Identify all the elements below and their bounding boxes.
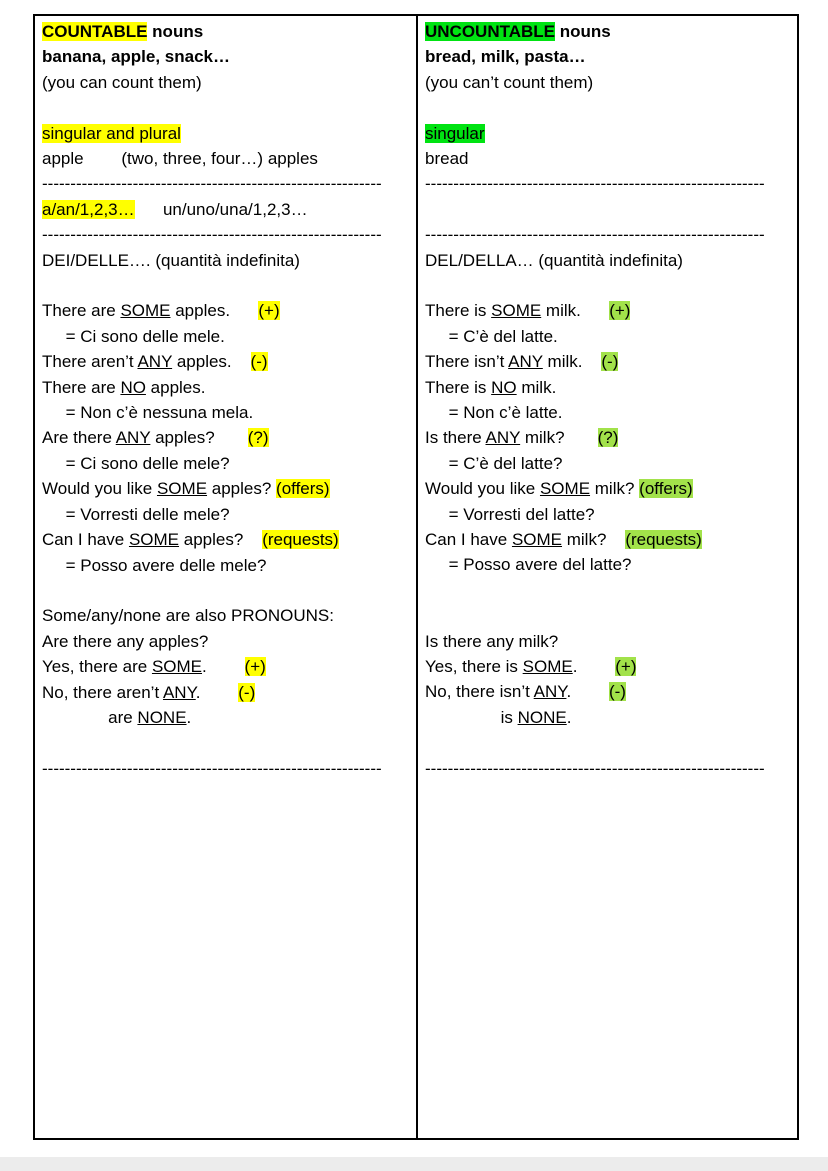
text-segment: SOME (511, 530, 563, 550)
text-segment: milk? (590, 479, 640, 499)
text-segment: (you can count them) (42, 72, 202, 92)
blank-line (425, 730, 790, 755)
text-segment: DEL/DELLA… (quantità indefinita) (425, 250, 683, 270)
text-segment: apples? (179, 530, 263, 550)
text-segment: Are there (42, 428, 116, 448)
text-line (42, 756, 409, 781)
text-line (42, 400, 409, 425)
text-line (425, 451, 790, 476)
text-segment: SOME (120, 301, 171, 321)
text-segment: DEI/DELLE…. (quantità indefinita) (42, 250, 300, 270)
text-line (425, 425, 790, 450)
text-segment: ------------------------------------------------------------ (425, 225, 765, 245)
text-line (42, 121, 409, 146)
text-segment: apples. (172, 352, 251, 372)
text-segment: ANY (485, 428, 521, 448)
text-segment: milk. (542, 352, 602, 372)
text-segment: . (572, 657, 616, 677)
text-segment: No, there isn’t (425, 682, 534, 702)
text-line (42, 476, 409, 501)
text-line (42, 324, 409, 349)
highlighted-text: (-) (601, 352, 619, 372)
text-line (425, 654, 790, 679)
text-segment: (you can’t count them) (425, 72, 594, 92)
text-segment: = Posso avere delle mele? (42, 555, 267, 575)
text-segment: = C’è del latte. (425, 326, 558, 346)
text-line (425, 552, 790, 577)
text-line (42, 70, 409, 95)
highlighted-text: singular (425, 123, 485, 143)
text-line (42, 349, 409, 374)
text-line (425, 476, 790, 501)
worksheet-table (33, 14, 799, 1140)
text-line (425, 70, 790, 95)
highlighted-text: (requests) (625, 530, 702, 550)
highlighted-text: (?) (597, 428, 619, 448)
text-segment: ANY (115, 428, 151, 448)
text-line (42, 375, 409, 400)
blank-line (42, 95, 409, 120)
text-segment: NONE (517, 707, 567, 727)
text-segment: ------------------------------------------------------------ (425, 174, 765, 194)
text-segment: = Non c’è latte. (425, 403, 563, 423)
text-segment: ANY (162, 682, 196, 702)
text-line (42, 705, 409, 730)
text-segment: ------------------------------------------------------------ (425, 758, 765, 778)
text-segment: SOME (539, 479, 591, 499)
text-line (425, 146, 790, 171)
text-segment: nouns (555, 22, 611, 41)
text-segment: milk. (516, 377, 557, 397)
highlighted-text: (offers) (276, 479, 330, 499)
text-segment: = Ci sono delle mele? (42, 453, 230, 473)
text-segment: bread, milk, pasta… (425, 47, 586, 67)
text-segment: NO (491, 377, 517, 397)
text-segment: un/uno/una/1,2,3… (134, 199, 308, 219)
text-segment: There isn’t (425, 352, 509, 372)
text-line (42, 298, 409, 323)
text-segment: Can I have (42, 530, 129, 550)
text-segment: . (566, 682, 609, 702)
highlighted-text: (?) (247, 428, 269, 448)
text-segment: . (186, 707, 192, 727)
text-line (42, 527, 409, 552)
text-line (425, 298, 790, 323)
highlighted-text: (+) (244, 657, 266, 677)
text-segment: milk? (562, 530, 626, 550)
text-segment: apples? (150, 428, 248, 448)
text-segment: There is (425, 301, 492, 321)
text-segment: apples. (170, 301, 259, 321)
text-segment: There aren’t (42, 352, 138, 372)
text-segment: Yes, there are (42, 657, 152, 677)
uncountable-column (416, 16, 797, 1138)
text-segment: milk. (541, 301, 610, 321)
blank-line (42, 273, 409, 298)
highlighted-text: (+) (258, 301, 280, 321)
text-line (42, 502, 409, 527)
text-segment: NO (120, 377, 146, 397)
text-line (42, 654, 409, 679)
blank-line (425, 603, 790, 628)
blank-line (425, 273, 790, 298)
text-segment: are (42, 707, 138, 727)
blank-line (42, 578, 409, 603)
countable-column (35, 16, 416, 1138)
highlighted-text: singular and plural (42, 123, 181, 143)
text-line (425, 44, 790, 69)
text-line (42, 553, 409, 578)
text-line (425, 248, 790, 273)
text-segment: Would you like (42, 479, 157, 499)
text-segment: ------------------------------------------------------------ (42, 758, 382, 778)
text-segment: ANY (508, 352, 543, 372)
text-segment: ------------------------------------------------------------ (42, 225, 382, 245)
text-line (42, 451, 409, 476)
text-segment: milk? (520, 428, 598, 448)
highlighted-text: (-) (238, 682, 256, 702)
text-segment: ANY (533, 682, 567, 702)
text-segment: SOME (156, 479, 208, 499)
text-line (42, 248, 409, 273)
text-segment: Is there (425, 428, 486, 448)
text-line (42, 629, 409, 654)
text-line (425, 705, 790, 730)
text-segment: NONE (137, 707, 187, 727)
text-segment: SOME (522, 657, 573, 677)
text-line (425, 756, 790, 781)
text-segment: = Vorresti delle mele? (42, 504, 230, 524)
text-line (425, 349, 790, 374)
text-segment: ANY (137, 352, 173, 372)
text-line (42, 425, 409, 450)
text-segment: There are (42, 377, 121, 397)
text-line (425, 121, 790, 146)
text-line (42, 197, 409, 222)
text-segment: SOME (491, 301, 542, 321)
blank-line (425, 578, 790, 603)
text-segment: . (566, 707, 572, 727)
text-segment: bread (425, 149, 469, 169)
text-line (42, 44, 409, 69)
text-line (42, 603, 409, 628)
text-segment: apple (two, three, four…) apples (42, 149, 318, 169)
text-segment: = C’è del latte? (425, 453, 563, 473)
highlighted-text: (-) (608, 682, 626, 702)
highlighted-text: (requests) (262, 530, 339, 550)
text-segment: = Posso avere del latte? (425, 555, 632, 575)
blank-line (425, 197, 790, 222)
text-line (42, 680, 409, 705)
text-segment: There is (425, 377, 492, 397)
text-segment: nouns (147, 22, 204, 41)
text-segment: No, there aren’t (42, 682, 163, 702)
text-segment: . (195, 682, 239, 702)
highlighted-text: (+) (609, 301, 631, 321)
text-line (425, 502, 790, 527)
text-line (425, 19, 790, 44)
text-line (42, 171, 409, 196)
text-line (425, 171, 790, 196)
text-segment: = Vorresti del latte? (425, 504, 595, 524)
text-segment: Are there any apples? (42, 631, 209, 651)
text-segment: Some/any/none are also PRONOUNS: (42, 606, 334, 626)
text-line (42, 19, 409, 44)
text-segment: There are (42, 301, 121, 321)
text-line (425, 324, 790, 349)
text-segment: SOME (128, 530, 180, 550)
text-line (42, 146, 409, 171)
text-line (425, 527, 790, 552)
text-segment: ------------------------------------------------------------ (42, 174, 382, 194)
highlighted-text: UNCOUNTABLE (425, 22, 556, 41)
text-line (42, 222, 409, 247)
text-segment: is (425, 707, 518, 727)
text-segment: Yes, there is (425, 657, 523, 677)
highlighted-text: (+) (615, 657, 637, 677)
text-segment: . (202, 657, 245, 677)
highlighted-text: (-) (250, 352, 268, 372)
text-segment: banana, apple, snack… (42, 47, 231, 67)
text-segment: = Non c’è nessuna mela. (42, 403, 254, 423)
text-line (425, 222, 790, 247)
page-bottom-edge (0, 1157, 828, 1171)
text-segment: Is there any milk? (425, 631, 559, 651)
highlighted-text: (offers) (639, 479, 693, 499)
text-line (425, 400, 790, 425)
blank-line (42, 730, 409, 755)
text-segment: apples. (145, 377, 206, 397)
text-line (425, 679, 790, 704)
text-segment: Would you like (425, 479, 540, 499)
highlighted-text: a/an/1,2,3… (42, 199, 135, 219)
text-segment: = Ci sono delle mele. (42, 326, 225, 346)
text-line (425, 375, 790, 400)
highlighted-text: COUNTABLE (42, 22, 148, 41)
blank-line (425, 95, 790, 120)
text-segment: apples? (207, 479, 277, 499)
text-line (425, 629, 790, 654)
text-segment: Can I have (425, 530, 512, 550)
text-segment: SOME (151, 657, 203, 677)
